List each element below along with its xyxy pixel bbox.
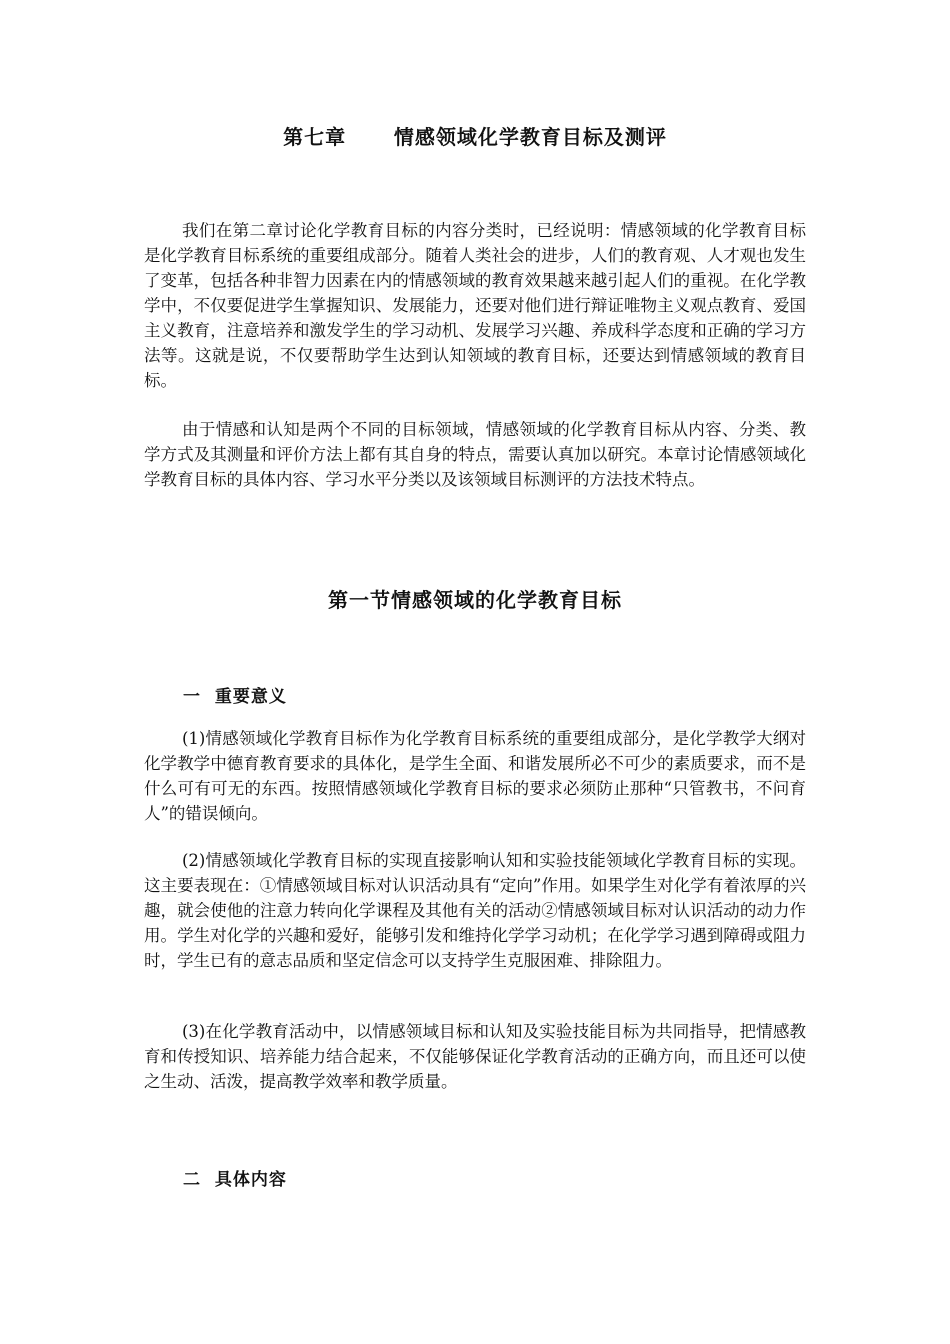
section-title: 第一节情感领域的化学教育目标	[328, 588, 622, 612]
subsection-1-paragraph-1: (1)情感领域化学教育目标作为化学教育目标系统的重要组成部分，是化学教学大纲对化学教学中德育教育要求的具体化，是学生全面、和谐发展所必不可少的素质要求，而不是什么可有可无的东西。按照情感领域化学教育目标的要求必须防止那种“只管教书，不问育人”的错误倾向。	[144, 729, 806, 823]
intro-paragraph-1: 我们在第二章讨论化学教育目标的内容分类时，已经说明：情感领域的化学教育目标是化学教育目标系统的重要组成部分。随着人类社会的进步，人们的教育观、人才观也发生了变革，包括各种非智力因素在内的情感领域的教育效果越来越引起人们的重视。在化学教学中，不仅要促进学生掌握知识、发展能力，还要对他们进行辩证唯物主义观点教育、爱国主义教育，注意培养和激发学生的学习动机、发展学习兴趣、养成科学态度和正确的学习方法等。这就是说，不仅要帮助学生达到认知领域的教育目标，还要达到情感领域的教育目标。	[144, 221, 806, 390]
subsection-1-heading: 一 重要意义	[183, 687, 287, 707]
chapter-title: 第七章 情感领域化学教育目标及测评	[283, 125, 667, 149]
subsection-1-paragraph-2: (2)情感领域化学教育目标的实现直接影响认知和实验技能领域化学教育目标的实现。这主要表现在：①情感领域目标对认识活动具有“定向”作用。如果学生对化学有着浓厚的兴趣，就会使他的注意力转向化学课程及其他有关的活动②情感领域目标对认识活动的动力作用。学生对化学的兴趣和爱好，能够引发和维持化学学习动机；在化学学习遇到障碍或阻力时，学生已有的意志品质和坚定信念可以支持学生克服困难、排除阻力。	[144, 851, 806, 970]
intro-paragraph-2: 由于情感和认知是两个不同的目标领域，情感领域的化学教育目标从内容、分类、教学方式及其测量和评价方法上都有其自身的特点，需要认真加以研究。本章讨论情感领域化学教育目标的具体内容、学习水平分类以及该领域目标测评的方法技术特点。	[144, 420, 806, 489]
subsection-1-paragraph-3: (3)在化学教育活动中，以情感领域目标和认知及实验技能目标为共同指导，把情感教育和传授知识、培养能力结合起来，不仅能够保证化学教育活动的正确方向，而且还可以使之生动、活泼，提高教学效率和教学质量。	[144, 1022, 806, 1091]
subsection-2-heading: 二 具体内容	[183, 1170, 287, 1190]
